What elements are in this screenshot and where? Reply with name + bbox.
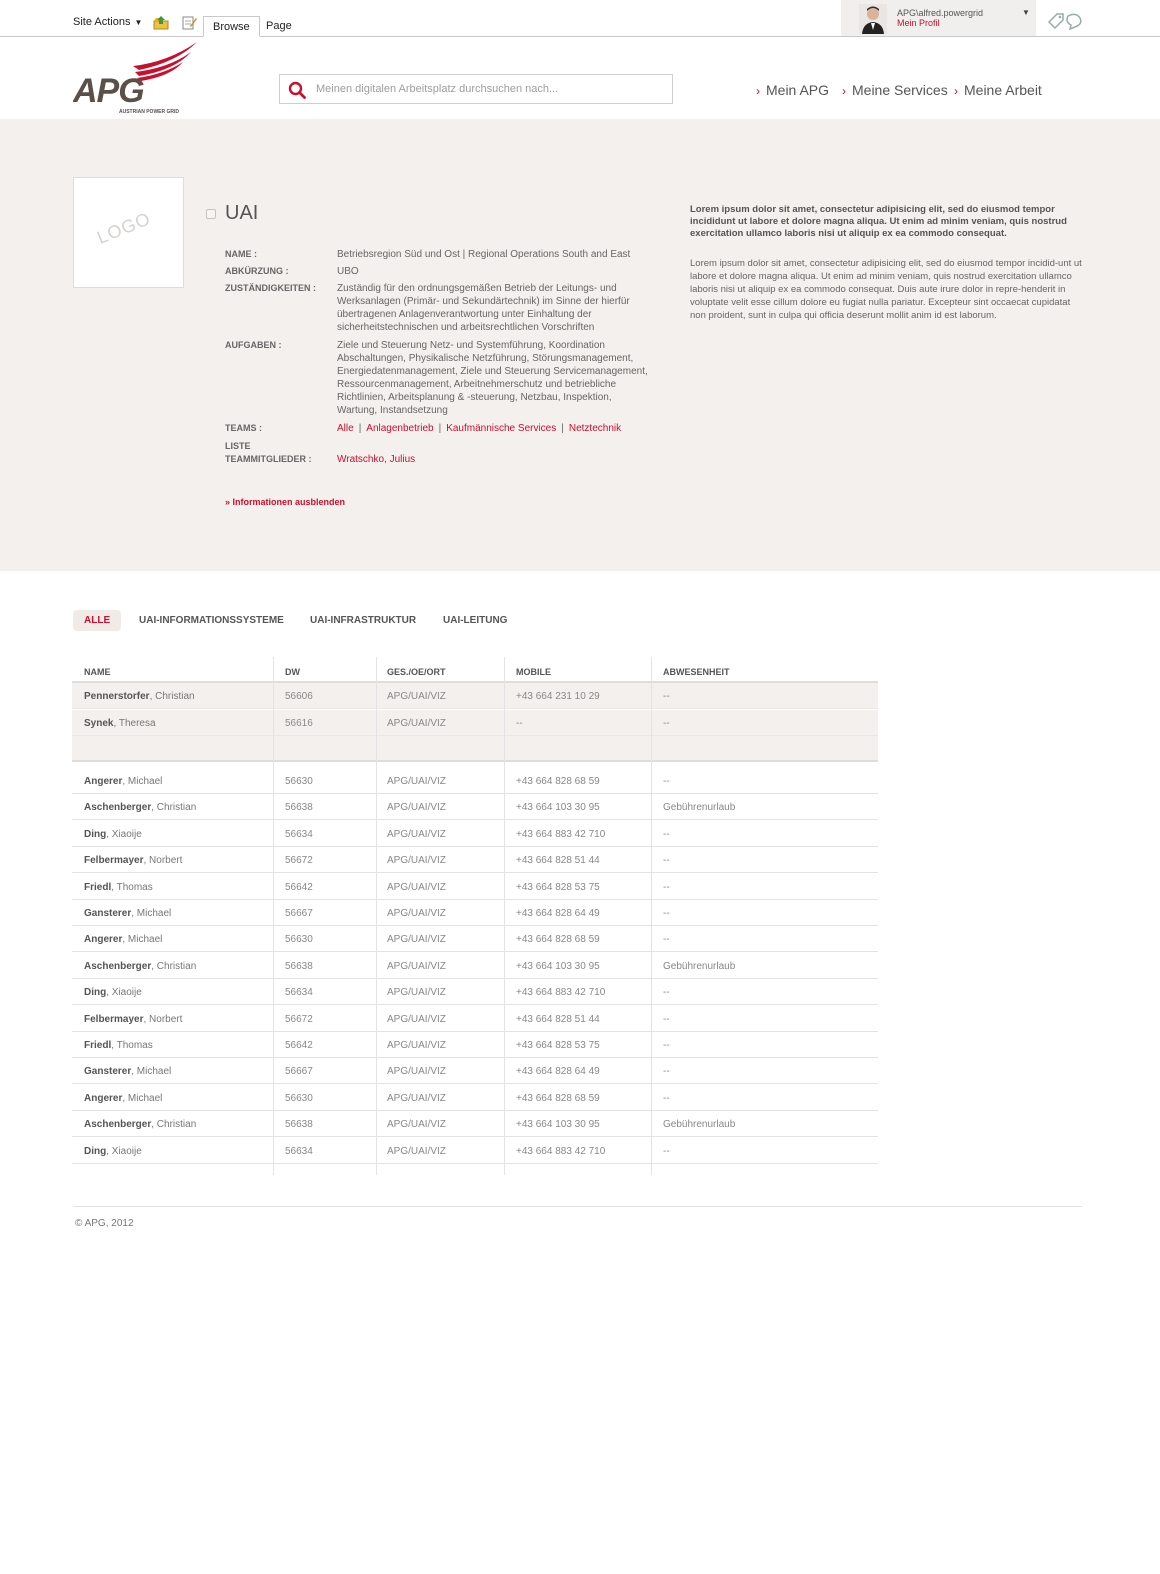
col-header-dw[interactable]: DW	[285, 667, 300, 677]
table-row[interactable]	[72, 900, 878, 926]
mobile-cell: +43 664 828 53 75	[516, 1040, 600, 1051]
tab-uai-informationssysteme[interactable]: UAI-INFORMATIONSSYSTEME	[139, 615, 284, 626]
teams-label: TEAMS :	[225, 423, 262, 433]
extension-cell: 56630	[285, 1092, 313, 1104]
absence-cell: --	[663, 776, 670, 787]
nav-meine-services[interactable]	[842, 82, 948, 98]
table-row[interactable]	[72, 1138, 878, 1164]
nav-label: Meine Services	[852, 82, 948, 98]
first-name: , Norbert	[143, 855, 183, 867]
table-spacer-row	[72, 736, 878, 760]
body-text: Lorem ipsum dolor sit amet, consectetur adipisicing elit, sed do eiusmod tempor incidid-unt ut labore et dolore magna aliqua. Ut enim ad minim veniam, quis nostrud exercitation ullamco laboris nisi ut aliquip ex ea commodo consequat. Duis aute irure dolor in repre-henderit in voluptate velit esse cillum dolore eu fugiat nulla pariatur. Excepteur sint occaecat cupidatat non proident, sunt in culpa qui officia deserunt mollit anim id est laborum.	[690, 258, 1082, 321]
first-name: , Theresa	[113, 717, 156, 729]
org-unit-cell: APG/UAI/VIZ	[387, 1145, 446, 1157]
nav-mein-apg[interactable]	[756, 82, 829, 98]
mobile-cell: +43 664 103 30 95	[516, 1119, 600, 1131]
chevron-right-icon: ›	[756, 84, 760, 98]
org-unit-cell: APG/UAI/VIZ	[387, 1013, 446, 1025]
edit-page-icon[interactable]	[181, 15, 197, 30]
abbr-value: UBO	[337, 266, 359, 277]
extension-cell: 56667	[285, 1066, 313, 1078]
last-name: Aschenberger	[84, 960, 152, 972]
extension-cell: 56667	[285, 908, 313, 919]
person-name[interactable]	[84, 1119, 196, 1130]
org-unit-cell: APG/UAI/VIZ	[387, 717, 446, 729]
tab-uai-infrastruktur[interactable]: UAI-INFRASTRUKTUR	[310, 615, 417, 626]
tags-notes-icon[interactable]	[1046, 12, 1086, 30]
apg-logo[interactable]	[73, 40, 199, 116]
name-label: NAME :	[225, 249, 257, 259]
absence-cell: --	[663, 987, 670, 999]
absence-cell: --	[663, 855, 670, 867]
extension-cell: 56634	[285, 1145, 313, 1157]
person-name[interactable]	[84, 855, 182, 866]
org-unit-cell: APG/UAI/VIZ	[387, 828, 446, 840]
person-name[interactable]	[84, 802, 196, 813]
absence-cell: --	[663, 828, 670, 840]
extension-cell: 56630	[285, 934, 313, 946]
mobile-cell: --	[516, 717, 523, 729]
abbr-label: ABKÜRZUNG :	[225, 266, 289, 276]
extension-cell: 56630	[285, 776, 313, 787]
org-unit-cell: APG/UAI/VIZ	[387, 934, 446, 946]
extension-cell: 56634	[285, 828, 313, 840]
logo-subtext: AUSTRIAN POWER GRID	[119, 109, 179, 115]
absence-cell: Gebührenurlaub	[663, 1119, 736, 1131]
footer-divider	[73, 1206, 1082, 1207]
last-name: Angerer	[84, 776, 123, 787]
extension-cell: 56672	[285, 855, 313, 867]
absence-cell: --	[663, 1040, 670, 1051]
absence-cell: --	[663, 1066, 670, 1078]
last-name: Friedl	[84, 1040, 112, 1051]
tab-uai-leitung[interactable]: UAI-LEITUNG	[443, 615, 508, 626]
person-name[interactable]	[84, 882, 153, 893]
hide-info-link[interactable]: » Informationen ausblenden	[225, 497, 346, 507]
tasks-value: Ziele und Steuerung Netz- und Systemführung, Koordination Abschaltungen, Physikalische Netzführung, Störungsmanagement, Energiedatenmanagement, Ziele und Steuerung Servicemanagement, Ressourcenmanagement, Arbeitnehmerschutz und betriebliche Richtlinien, Arbeitsplanung & -steuerung, Netzbau, Inspektion, Wartung, Instandsetzung	[337, 340, 648, 416]
org-unit-cell: APG/UAI/VIZ	[387, 776, 446, 787]
extension-cell: 56642	[285, 1040, 313, 1051]
extension-cell: 56638	[285, 960, 313, 972]
person-name[interactable]	[84, 934, 162, 945]
table-row[interactable]	[72, 794, 878, 820]
last-name: Ding	[84, 828, 107, 840]
ribbon-tab-page[interactable]: Page	[266, 20, 292, 32]
org-unit-cell: APG/UAI/VIZ	[387, 802, 446, 814]
absence-cell: Gebührenurlaub	[663, 960, 736, 972]
mobile-cell: +43 664 103 30 95	[516, 802, 600, 814]
column-divider	[376, 657, 377, 1175]
team-member-link[interactable]: Wratschko, Julius	[337, 454, 416, 465]
extension-cell: 56634	[285, 987, 313, 999]
org-unit-cell: APG/UAI/VIZ	[387, 987, 446, 999]
person-name[interactable]	[84, 691, 195, 702]
person-name[interactable]	[84, 776, 162, 787]
members-label-line2: TEAMMITGLIEDER :	[225, 454, 312, 464]
extension-cell: 56642	[285, 881, 313, 893]
absence-cell: --	[663, 881, 670, 893]
navigate-up-icon[interactable]	[153, 15, 169, 30]
table-row[interactable]	[72, 953, 878, 979]
first-name: , Xiaoije	[106, 1145, 142, 1157]
first-name: , Michael	[131, 908, 172, 919]
team-separator: |	[358, 423, 362, 434]
first-name: , Christian	[149, 691, 195, 702]
col-header-name[interactable]: NAME	[84, 667, 111, 677]
last-name: Felbermayer	[84, 1013, 144, 1025]
group-divider	[72, 760, 878, 762]
last-name: Synek	[84, 717, 114, 729]
org-title: UAI	[225, 202, 259, 224]
org-unit-cell: APG/UAI/VIZ	[387, 855, 446, 867]
lead-text: Lorem ipsum dolor sit amet, consectetur adipisicing elit, sed do eiusmod tempor incididunt ut labore et dolore magna aliqua. Ut enim ad minim veniam, quis nostrud exercitation ullamco laboris nisi ut aliquip ex ea commodo consequat.	[690, 204, 1067, 239]
team-link-kaufmaennische-services[interactable]: Kaufmännische Services	[446, 423, 557, 434]
table-row[interactable]	[72, 1032, 878, 1058]
col-header-absence[interactable]: ABWESENHEIT	[663, 667, 730, 677]
avatar	[859, 4, 887, 34]
column-divider	[504, 657, 505, 1175]
last-name: Gansterer	[84, 1066, 132, 1078]
mobile-cell: +43 664 828 68 59	[516, 934, 600, 946]
team-link-alle[interactable]: Alle	[337, 423, 354, 434]
org-unit-cell: APG/UAI/VIZ	[387, 1066, 446, 1078]
team-separator: |	[561, 423, 564, 434]
table-row[interactable]	[72, 1006, 878, 1032]
absence-cell: --	[663, 908, 670, 919]
chevron-right-icon: ›	[954, 84, 958, 98]
first-name: , Christian	[151, 1119, 197, 1131]
person-name[interactable]	[84, 829, 142, 840]
extension-cell: 56606	[285, 691, 313, 702]
org-unit-cell: APG/UAI/VIZ	[387, 908, 446, 919]
table-row[interactable]	[72, 683, 878, 709]
search-input[interactable]	[316, 75, 666, 103]
absence-cell: --	[663, 1092, 670, 1104]
column-divider	[651, 657, 652, 1175]
name-value: Betriebsregion Süd und Ost | Regional Operations South and East	[337, 249, 631, 260]
extension-cell: 56638	[285, 802, 313, 814]
search-box[interactable]	[279, 74, 673, 104]
mobile-cell: +43 664 883 42 710	[516, 828, 606, 840]
nav-label: Meine Arbeit	[964, 82, 1042, 98]
table-row[interactable]	[72, 1111, 878, 1137]
last-name: Angerer	[84, 934, 123, 946]
last-name: Aschenberger	[84, 1119, 152, 1131]
logo-placeholder-text: LOGO	[94, 208, 154, 248]
mobile-cell: +43 664 828 53 75	[516, 881, 600, 893]
members-label-line1: LISTE	[225, 441, 251, 451]
team-link-anlagenbetrieb[interactable]: Anlagenbetrieb	[366, 423, 434, 434]
extension-cell: 56672	[285, 1013, 313, 1025]
first-name: , Michael	[122, 1092, 163, 1104]
first-name: , Thomas	[111, 1040, 153, 1051]
my-profile-link[interactable]: Mein Profil	[897, 18, 940, 28]
mobile-cell: +43 664 883 42 710	[516, 1145, 606, 1157]
mobile-cell: +43 664 828 64 49	[516, 1066, 600, 1078]
org-unit-cell: APG/UAI/VIZ	[387, 1092, 446, 1104]
mobile-cell: +43 664 828 64 49	[516, 908, 600, 919]
first-name: , Christian	[151, 802, 197, 814]
org-info-panel	[0, 119, 1160, 571]
site-actions-menu[interactable]	[73, 16, 142, 28]
org-unit-cell: APG/UAI/VIZ	[387, 960, 446, 972]
table-row[interactable]	[72, 847, 878, 873]
absence-cell: --	[663, 1013, 670, 1025]
table-row[interactable]	[72, 768, 878, 794]
org-unit-cell: APG/UAI/VIZ	[387, 1040, 446, 1051]
logo-text: APG	[73, 72, 144, 110]
person-name[interactable]	[84, 1014, 182, 1025]
org-unit-cell: APG/UAI/VIZ	[387, 881, 446, 893]
first-name: , Michael	[131, 1066, 172, 1078]
chevron-right-icon: ›	[842, 84, 846, 98]
person-name[interactable]	[84, 1146, 142, 1157]
last-name: Felbermayer	[84, 855, 144, 867]
last-name: Ding	[84, 1145, 107, 1157]
first-name: , Michael	[122, 776, 163, 787]
org-unit-cell: APG/UAI/VIZ	[387, 1119, 446, 1131]
last-name: Pennerstorfer	[84, 691, 150, 702]
tab-alle[interactable]: ALLE	[73, 610, 121, 631]
person-name[interactable]	[84, 1093, 162, 1104]
absence-cell: Gebührenurlaub	[663, 802, 736, 814]
org-logo-placeholder	[73, 177, 184, 288]
copyright: © APG, 2012	[75, 1218, 134, 1229]
chevron-down-icon: ▼	[134, 18, 143, 27]
col-header-mobile[interactable]: MOBILE	[516, 667, 551, 677]
chevron-down-icon[interactable]: ▼	[1022, 8, 1030, 17]
column-divider	[273, 657, 274, 1175]
absence-cell: --	[663, 717, 670, 729]
person-name[interactable]	[84, 1040, 153, 1051]
extension-cell: 56616	[285, 717, 313, 729]
extension-cell: 56638	[285, 1119, 313, 1131]
absence-cell: --	[663, 934, 670, 946]
absence-cell: --	[663, 691, 670, 702]
mobile-cell: +43 664 103 30 95	[516, 960, 600, 972]
first-name: , Christian	[151, 960, 197, 972]
team-separator: |	[438, 423, 442, 434]
absence-cell: --	[663, 1145, 670, 1157]
responsibilities-value: Zuständig für den ordnungsgemäßen Betrieb der Leitungs- und Werksanlagen (Primär- und Sekundärtechnik) im Sinne der hierfür übertragenen Anlagenverantwortung unter Einhaltung der sicherheitstechnischen und arbeitsrechtlichen Vorschriften	[337, 283, 630, 333]
last-name: Angerer	[84, 1092, 123, 1104]
first-name: , Norbert	[143, 1013, 183, 1025]
last-name: Gansterer	[84, 908, 132, 919]
mobile-cell: +43 664 828 68 59	[516, 1092, 600, 1104]
table-row[interactable]	[72, 821, 878, 847]
table-row[interactable]	[72, 926, 878, 952]
col-header-org[interactable]: GES./OE/ORT	[387, 667, 446, 677]
org-unit-cell: APG/UAI/VIZ	[387, 691, 446, 702]
profile-username: APG\alfred.powergrid	[897, 8, 984, 18]
search-icon[interactable]	[288, 81, 306, 99]
ribbon-bar	[0, 0, 1160, 37]
ribbon-tab-browse[interactable]: Browse	[203, 16, 260, 37]
mobile-cell: +43 664 231 10 29	[516, 691, 600, 702]
first-name: , Michael	[122, 934, 163, 946]
table-row[interactable]	[72, 1085, 878, 1111]
person-name[interactable]	[84, 718, 156, 729]
nav-meine-arbeit[interactable]	[954, 82, 1042, 98]
mobile-cell: +43 664 828 51 44	[516, 855, 600, 867]
last-name: Aschenberger	[84, 802, 152, 814]
mobile-cell: +43 664 828 51 44	[516, 1013, 600, 1025]
table-row[interactable]	[72, 710, 878, 736]
nav-label: Mein APG	[766, 82, 830, 98]
table-row[interactable]	[72, 1058, 878, 1084]
tasks-label: AUFGABEN :	[225, 340, 282, 350]
teams-list	[337, 423, 621, 434]
person-name[interactable]	[84, 1066, 171, 1077]
mobile-cell: +43 664 828 68 59	[516, 776, 600, 787]
person-name[interactable]	[84, 961, 196, 972]
person-name[interactable]	[84, 908, 171, 919]
mobile-cell: +43 664 883 42 710	[516, 987, 606, 999]
table-row[interactable]	[72, 874, 878, 900]
table-row[interactable]	[72, 979, 878, 1005]
first-name: , Xiaoije	[106, 828, 142, 840]
team-link-netztechnik[interactable]: Netztechnik	[568, 423, 622, 434]
last-name: Ding	[84, 987, 107, 999]
site-actions-label: Site Actions	[73, 16, 131, 28]
user-profile-box[interactable]	[841, 0, 1036, 36]
first-name: , Xiaoije	[106, 987, 142, 999]
responsibilities-label: ZUSTÄNDIGKEITEN :	[225, 283, 316, 293]
last-name: Friedl	[84, 881, 112, 893]
org-checkbox[interactable]	[206, 209, 216, 219]
first-name: , Thomas	[111, 881, 153, 893]
person-name[interactable]	[84, 987, 142, 998]
